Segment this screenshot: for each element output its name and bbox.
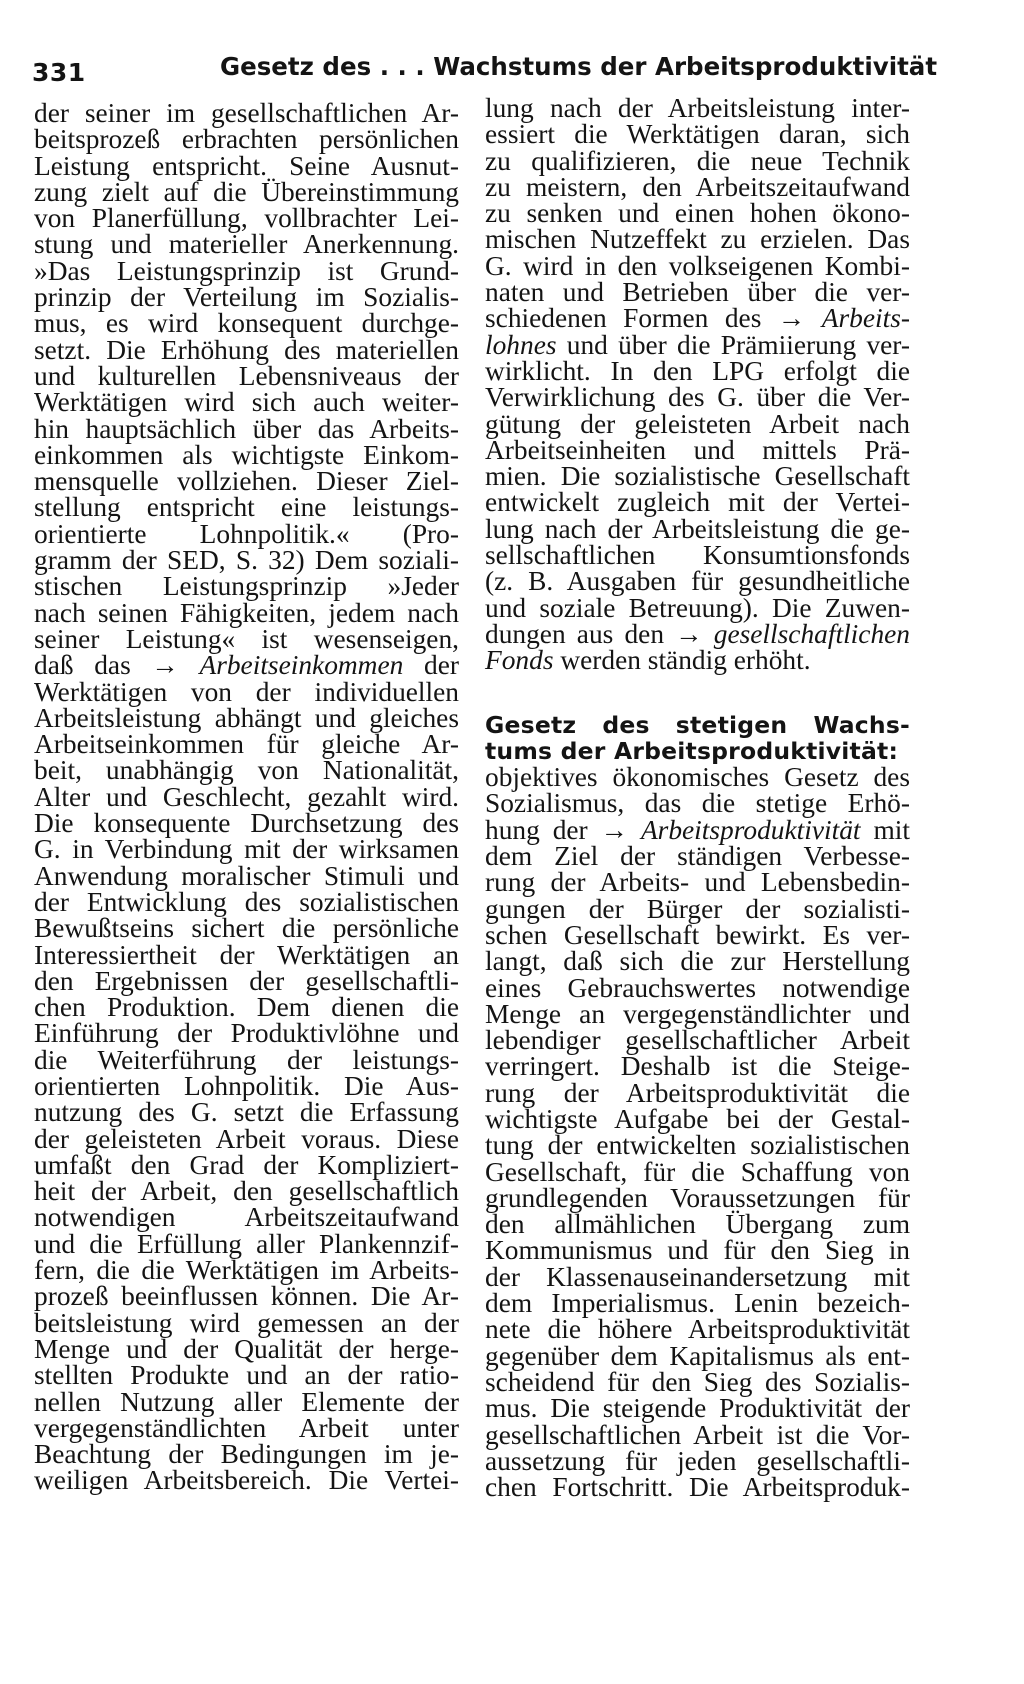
entry-title: tums der Arbeitsproduktivität: [485, 736, 899, 765]
text-line: Bewußtseins sichert die persönliche [34, 913, 459, 944]
cross-reference-arrow-icon: → [600, 814, 628, 845]
text-line: mus. Die steigende Produktivität der [485, 1393, 910, 1424]
text-line: grundlegenden Voraussetzungen für [485, 1182, 910, 1213]
text-fragment: dungen aus den [485, 618, 676, 649]
text-line: von Planerfüllung, vollbrachter Lei- [34, 203, 459, 234]
text-line: mensquelle vollziehen. Dieser Ziel- [34, 466, 459, 497]
text-line: seiner Leistung« ist wesenseigen, [34, 623, 459, 654]
text-line: gegenüber dem Kapitalismus als ent- [485, 1340, 910, 1371]
text-line: Arbeitseinkommen für gleiche Ar- [34, 729, 459, 760]
text-line: heit der Arbeit, den gesellschaftlich [34, 1176, 459, 1207]
text-line: wichtigste Aufgabe bei der Gestal- [485, 1103, 910, 1134]
text-line: chen Fortschritt. Die Arbeitsproduk- [485, 1472, 910, 1503]
text-line: gütung der geleisteten Arbeit nach [485, 408, 910, 439]
text-line: objektives ökonomisches Gesetz des [485, 762, 910, 793]
text-line: mischen Nutzeffekt zu erzielen. Das [485, 224, 910, 255]
text-line: der geleisteten Arbeit voraus. Diese [34, 1123, 459, 1154]
text-line: G. in Verbindung mit der wirksamen [34, 834, 459, 865]
text-line: Leistung entspricht. Seine Ausnut- [34, 150, 459, 181]
text-line: vergegenständlichten Arbeit unter [34, 1412, 459, 1443]
text-line: dem Imperialismus. Lenin bezeich- [485, 1288, 910, 1319]
cross-reference-arrow-icon: → [675, 618, 703, 649]
page-number: 331 [32, 58, 86, 87]
text-line: und kulturellen Lebensniveaus der [34, 360, 459, 391]
text-line: hin hauptsächlich über das Arbeits- [34, 413, 459, 444]
text-line: nete die höhere Arbeitsproduktivität [485, 1314, 910, 1345]
text-line: rung der Arbeitsproduktivität die [485, 1077, 910, 1108]
text-line: lung nach der Arbeitsleistung inter- [485, 93, 910, 123]
text-line: prozeß beeinflussen können. Die Ar- [34, 1281, 459, 1312]
text-line: prinzip der Verteilung im Sozialis- [34, 282, 459, 313]
text-line [485, 329, 910, 360]
text-line: Kommunismus und für den Sieg in [485, 1235, 910, 1266]
text-line: notwendigen Arbeitszeitaufwand [34, 1202, 459, 1233]
text-line: weiligen Arbeitsbereich. Die Vertei- [34, 1465, 459, 1496]
text-line: zu qualifizieren, die neue Technik [485, 145, 910, 176]
text-fragment: hung der [485, 814, 601, 845]
text-line: zu meistern, den Arbeitszeitaufwand [485, 171, 910, 202]
text-line: »Das Leistungsprinzip ist Grund- [34, 255, 459, 286]
text-line: der Klassenauseinandersetzung mit [485, 1261, 910, 1292]
text-line [34, 650, 459, 681]
text-line: Menge und der Qualität der herge- [34, 1333, 459, 1364]
text-fragment: mit [860, 814, 910, 845]
text-line: zung zielt auf die Übereinstimmung [34, 176, 459, 207]
text-fragment: und über die Prämiierung ver- [556, 329, 910, 360]
text-line: aussetzung für jeden gesellschaftli- [485, 1445, 910, 1476]
cross-reference-link[interactable]: Arbeitseinkommen [199, 650, 404, 681]
text-line: nach seinen Fähigkeiten, jedem nach [34, 597, 459, 628]
text-line: gesellschaftlichen Arbeit ist die Vor- [485, 1419, 910, 1450]
text-fragment: daß das [34, 650, 152, 681]
entry-separator [485, 674, 910, 712]
cross-reference-link[interactable]: Arbeits- [821, 303, 910, 334]
cross-reference-arrow-icon: → [151, 650, 179, 681]
text-line: Anwendung moralischer Stimuli und [34, 860, 459, 891]
text-line: lebendiger gesellschaftlicher Arbeit [485, 1025, 910, 1056]
text-line: sellschaftlichen Konsumtionsfonds [485, 540, 910, 571]
running-head: Gesetz des . . . Wachstums der Arbeitsproduktivität [220, 52, 938, 81]
text-line: beitsleistung wird gemessen an der [34, 1307, 459, 1338]
text-line: orientierten Lohnpolitik. Die Aus- [34, 1070, 459, 1101]
text-line: den allmählichen Übergang zum [485, 1209, 910, 1240]
text-line: Die konsequente Durchsetzung des [34, 808, 459, 839]
cross-reference-link[interactable]: Fonds [485, 645, 554, 676]
entry-title: Gesetz des stetigen Wachs- [485, 710, 910, 739]
text-line: der Entwicklung des sozialistischen [34, 886, 459, 917]
text-line: stung und materieller Anerkennung. [34, 229, 459, 260]
text-line: stellung entspricht eine leistungs- [34, 492, 459, 523]
text-line: Einführung der Produktivlöhne und [34, 1018, 459, 1049]
text-line: Werktätigen wird sich auch weiter- [34, 387, 459, 418]
text-line: dem Ziel der ständigen Verbesse- [485, 841, 910, 872]
text-line: und die Erfüllung aller Plankennzif- [34, 1228, 459, 1259]
text-line: scheidend für den Sieg des Sozialis- [485, 1366, 910, 1397]
text-line [485, 618, 910, 649]
text-line [485, 645, 910, 676]
text-fragment: der [403, 650, 459, 681]
text-line: stellten Produkte und an der ratio- [34, 1360, 459, 1391]
text-line: schen Gesellschaft bewirkt. Es ver- [485, 919, 910, 950]
text-line: eines Gebrauchswertes notwendige [485, 972, 910, 1003]
cross-reference-link[interactable]: gesellschaftlichen [713, 618, 910, 649]
text-line: Beachtung der Bedingungen im je- [34, 1439, 459, 1470]
text-line: die Weiterführung der leistungs- [34, 1044, 459, 1075]
text-line: umfaßt den Grad der Kompliziert- [34, 1149, 459, 1180]
text-line: fern, die die Werktätigen im Arbeits- [34, 1255, 459, 1286]
text-line: beit, unabhängig von Nationalität, [34, 755, 459, 786]
text-line: (z. B. Ausgaben für gesundheitliche [485, 566, 910, 597]
text-line: Alter und Geschlecht, gezahlt wird. [34, 781, 459, 812]
text-line [485, 814, 910, 845]
text-line: beitsprozeß erbrachten persönlichen [34, 124, 459, 155]
text-line: tung der entwickelten sozialistischen [485, 1130, 910, 1161]
text-line: Gesellschaft, für die Schaffung von [485, 1156, 910, 1187]
text-line: essiert die Werktätigen daran, sich [485, 119, 910, 150]
left-column [34, 100, 459, 1494]
text-line: verringert. Deshalb ist die Steige- [485, 1051, 910, 1082]
text-line: Werktätigen von der individuellen [34, 676, 459, 707]
text-fragment: werden ständig erhöht. [553, 645, 811, 676]
cross-reference-link[interactable]: Arbeitsproduktivität [640, 814, 861, 845]
text-line: setzt. Die Erhöhung des materiellen [34, 334, 459, 365]
text-line: gramm der SED, S. 32) Dem soziali- [34, 545, 459, 576]
text-line: Verwirklichung des G. über die Ver- [485, 382, 910, 413]
right-column [485, 93, 910, 1503]
text-line: den Ergebnissen der gesellschaftli- [34, 965, 459, 996]
text-line: nellen Nutzung aller Elemente der [34, 1386, 459, 1417]
text-line: rung der Arbeits- und Lebensbedin- [485, 867, 910, 898]
text-line: langt, daß sich die zur Herstellung [485, 946, 910, 977]
text-line: nutzung des G. setzt die Erfassung [34, 1097, 459, 1128]
text-line: chen Produktion. Dem dienen die [34, 992, 459, 1023]
text-line: Arbeitsleistung abhängt und gleiches [34, 702, 459, 733]
text-line: und soziale Betreuung). Die Zuwen- [485, 592, 910, 623]
text-line: orientierte Lohnpolitik.« (Pro- [34, 518, 459, 549]
text-line: einkommen als wichtigste Einkom- [34, 439, 459, 470]
text-line: mus, es wird konsequent durchge- [34, 308, 459, 339]
text-line: mien. Die sozialistische Gesellschaft [485, 461, 910, 492]
text-line: Sozialismus, das die stetige Erhö- [485, 788, 910, 819]
text-line: naten und Betrieben über die ver- [485, 277, 910, 308]
text-line: lung nach der Arbeitsleistung die ge- [485, 513, 910, 544]
text-line: Menge an vergegenständlichter und [485, 998, 910, 1029]
text-line: der seiner im gesellschaftlichen Ar- [34, 98, 459, 128]
cross-reference-link[interactable]: lohnes [485, 329, 557, 360]
text-line: G. wird in den volkseigenen Kombi- [485, 250, 910, 281]
text-line: gungen der Bürger der sozialisti- [485, 893, 910, 924]
text-line: Arbeitseinheiten und mittels Prä- [485, 434, 910, 465]
text-fragment: schiedenen Formen des [485, 303, 778, 334]
text-line: entwickelt zugleich mit der Vertei- [485, 487, 910, 518]
cross-reference-arrow-icon: → [777, 303, 806, 334]
text-line [485, 303, 910, 334]
text-line: Interessiertheit der Werktätigen an [34, 939, 459, 970]
text-line: zu senken und einen hohen ökono- [485, 198, 910, 229]
text-line: wirklicht. In den LPG erfolgt die [485, 355, 910, 386]
text-line: stischen Leistungsprinzip »Jeder [34, 571, 459, 602]
